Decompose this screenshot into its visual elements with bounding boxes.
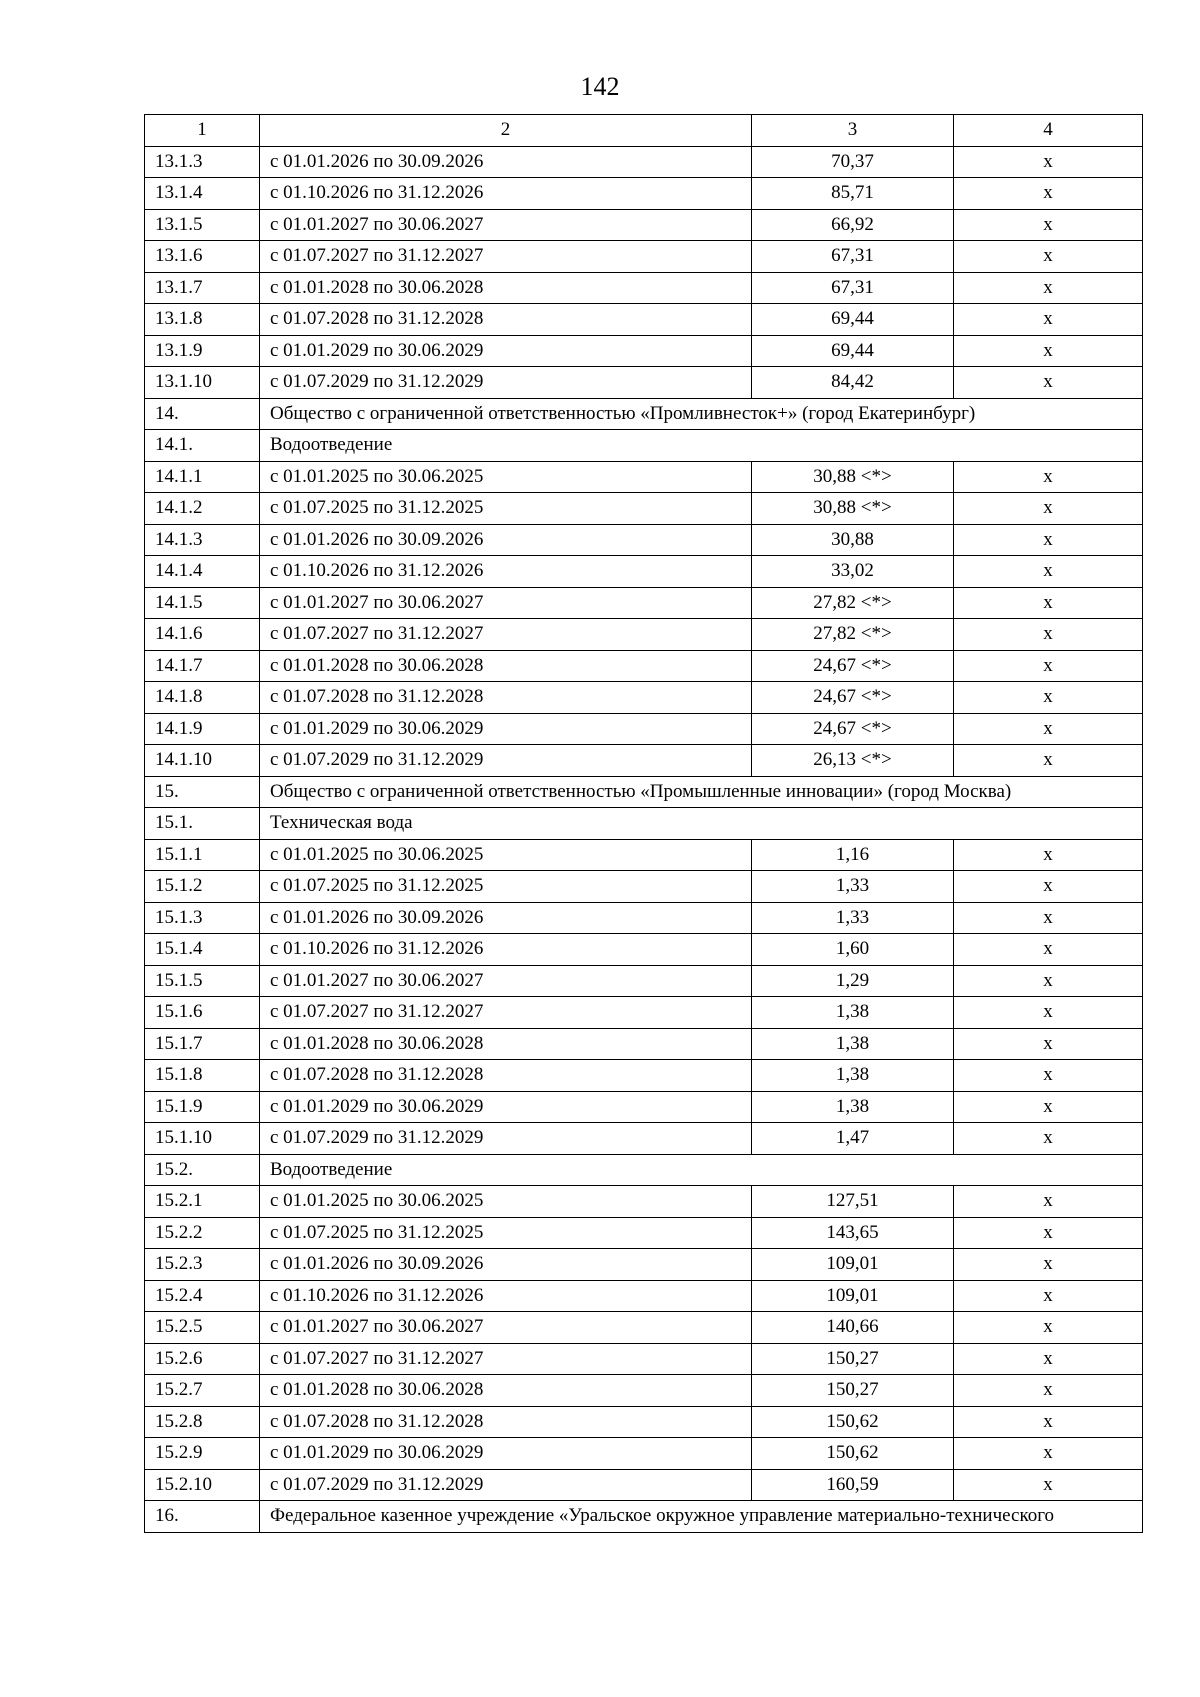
row-number: 15.1.: [145, 808, 260, 840]
value-cell: 1,33: [752, 871, 954, 903]
col4-cell: х: [954, 304, 1143, 336]
value-cell: 150,27: [752, 1343, 954, 1375]
row-number: 14.1.5: [145, 587, 260, 619]
col4-cell: х: [954, 1186, 1143, 1218]
value-cell: 30,88: [752, 524, 954, 556]
row-number: 13.1.6: [145, 241, 260, 273]
row-number: 15.2.7: [145, 1375, 260, 1407]
period-cell: с 01.01.2027 по 30.06.2027: [260, 587, 752, 619]
table-row: [145, 1123, 1143, 1155]
table-row: [145, 335, 1143, 367]
value-cell: 1,47: [752, 1123, 954, 1155]
col4-cell: х: [954, 713, 1143, 745]
value-cell: 1,33: [752, 902, 954, 934]
period-cell: с 01.01.2029 по 30.06.2029: [260, 1438, 752, 1470]
period-cell: с 01.01.2026 по 30.09.2026: [260, 902, 752, 934]
section-row: [145, 398, 1143, 430]
row-number: 15.1.6: [145, 997, 260, 1029]
section-title: Общество с ограниченной ответственностью «Промливнесток+» (город Екатеринбург): [260, 398, 1143, 430]
table-row: [145, 241, 1143, 273]
value-cell: 150,27: [752, 1375, 954, 1407]
row-number: 15.2.6: [145, 1343, 260, 1375]
col4-cell: х: [954, 965, 1143, 997]
col4-cell: х: [954, 524, 1143, 556]
row-number: 15.1.1: [145, 839, 260, 871]
table-row: [145, 272, 1143, 304]
table-row: [145, 461, 1143, 493]
row-number: 15.2.1: [145, 1186, 260, 1218]
value-cell: 109,01: [752, 1249, 954, 1281]
value-cell: 67,31: [752, 272, 954, 304]
row-number: 15.1.8: [145, 1060, 260, 1092]
period-cell: с 01.07.2029 по 31.12.2029: [260, 367, 752, 399]
period-cell: с 01.07.2029 по 31.12.2029: [260, 1469, 752, 1501]
table-row: [145, 1406, 1143, 1438]
col4-cell: х: [954, 745, 1143, 777]
period-cell: с 01.07.2028 по 31.12.2028: [260, 1060, 752, 1092]
col4-cell: х: [954, 493, 1143, 525]
row-number: 14.1.2: [145, 493, 260, 525]
row-number: 14.1.: [145, 430, 260, 462]
period-cell: с 01.07.2027 по 31.12.2027: [260, 1343, 752, 1375]
value-cell: 1,16: [752, 839, 954, 871]
section-row: [145, 808, 1143, 840]
table-row: [145, 650, 1143, 682]
period-cell: с 01.10.2026 по 31.12.2026: [260, 556, 752, 588]
section-row: [145, 430, 1143, 462]
col4-cell: х: [954, 587, 1143, 619]
col4-cell: х: [954, 1280, 1143, 1312]
section-title: Общество с ограниченной ответственностью «Промышленные инновации» (город Москва): [260, 776, 1143, 808]
col4-cell: х: [954, 1469, 1143, 1501]
row-number: 15.1.10: [145, 1123, 260, 1155]
table-row: [145, 493, 1143, 525]
row-number: 14.1.9: [145, 713, 260, 745]
col4-cell: х: [954, 461, 1143, 493]
col4-cell: х: [954, 997, 1143, 1029]
row-number: 15.2.10: [145, 1469, 260, 1501]
col4-cell: х: [954, 556, 1143, 588]
table-row: [145, 1312, 1143, 1344]
col4-cell: х: [954, 839, 1143, 871]
table-row: [145, 1343, 1143, 1375]
table-row: [145, 1469, 1143, 1501]
period-cell: с 01.07.2027 по 31.12.2027: [260, 619, 752, 651]
row-number: 13.1.9: [145, 335, 260, 367]
period-cell: с 01.07.2029 по 31.12.2029: [260, 745, 752, 777]
value-cell: 127,51: [752, 1186, 954, 1218]
value-cell: 85,71: [752, 178, 954, 210]
period-cell: с 01.07.2028 по 31.12.2028: [260, 682, 752, 714]
value-cell: 1,60: [752, 934, 954, 966]
value-cell: 1,29: [752, 965, 954, 997]
period-cell: с 01.07.2028 по 31.12.2028: [260, 304, 752, 336]
value-cell: 67,31: [752, 241, 954, 273]
row-number: 15.2.4: [145, 1280, 260, 1312]
table-row: [145, 902, 1143, 934]
col4-cell: х: [954, 650, 1143, 682]
period-cell: с 01.01.2025 по 30.06.2025: [260, 839, 752, 871]
period-cell: с 01.01.2026 по 30.09.2026: [260, 146, 752, 178]
row-number: 15.2.: [145, 1154, 260, 1186]
period-cell: с 01.01.2028 по 30.06.2028: [260, 1375, 752, 1407]
section-title: Федеральное казенное учреждение «Уральское окружное управление материально-технического: [260, 1501, 1143, 1533]
col4-cell: х: [954, 146, 1143, 178]
period-cell: с 01.01.2028 по 30.06.2028: [260, 272, 752, 304]
period-cell: с 01.01.2026 по 30.09.2026: [260, 1249, 752, 1281]
row-number: 14.1.8: [145, 682, 260, 714]
row-number: 14.1.7: [145, 650, 260, 682]
table-row: [145, 934, 1143, 966]
col4-cell: х: [954, 272, 1143, 304]
table-row: [145, 1186, 1143, 1218]
value-cell: 143,65: [752, 1217, 954, 1249]
period-cell: с 01.01.2029 по 30.06.2029: [260, 713, 752, 745]
row-number: 14.1.1: [145, 461, 260, 493]
period-cell: с 01.07.2025 по 31.12.2025: [260, 871, 752, 903]
table-row: [145, 997, 1143, 1029]
header-cell: 2: [260, 115, 752, 147]
row-number: 15.2.9: [145, 1438, 260, 1470]
value-cell: 1,38: [752, 1060, 954, 1092]
table-row: [145, 146, 1143, 178]
row-number: 13.1.8: [145, 304, 260, 336]
col4-cell: х: [954, 1217, 1143, 1249]
col4-cell: х: [954, 367, 1143, 399]
tariff-table: [144, 114, 1143, 1533]
period-cell: с 01.01.2025 по 30.06.2025: [260, 461, 752, 493]
period-cell: с 01.07.2029 по 31.12.2029: [260, 1123, 752, 1155]
header-cell: 1: [145, 115, 260, 147]
value-cell: 24,67 <*>: [752, 650, 954, 682]
value-cell: 30,88 <*>: [752, 493, 954, 525]
period-cell: с 01.01.2028 по 30.06.2028: [260, 650, 752, 682]
period-cell: с 01.01.2025 по 30.06.2025: [260, 1186, 752, 1218]
section-row: [145, 1501, 1143, 1533]
value-cell: 140,66: [752, 1312, 954, 1344]
period-cell: с 01.10.2026 по 31.12.2026: [260, 934, 752, 966]
row-number: 13.1.5: [145, 209, 260, 241]
value-cell: 33,02: [752, 556, 954, 588]
page-number: 142: [580, 72, 620, 101]
col4-cell: х: [954, 1312, 1143, 1344]
value-cell: 69,44: [752, 304, 954, 336]
period-cell: с 01.01.2029 по 30.06.2029: [260, 335, 752, 367]
row-number: 14.1.3: [145, 524, 260, 556]
row-number: 15.1.4: [145, 934, 260, 966]
col4-cell: х: [954, 1028, 1143, 1060]
col4-cell: х: [954, 335, 1143, 367]
period-cell: с 01.10.2026 по 31.12.2026: [260, 178, 752, 210]
table-row: [145, 1060, 1143, 1092]
period-cell: с 01.10.2026 по 31.12.2026: [260, 1280, 752, 1312]
table-row: [145, 713, 1143, 745]
table-row: [145, 1091, 1143, 1123]
table-row: [145, 1375, 1143, 1407]
col4-cell: х: [954, 1375, 1143, 1407]
table-row: [145, 178, 1143, 210]
row-number: 13.1.7: [145, 272, 260, 304]
table-row: [145, 1280, 1143, 1312]
col4-cell: х: [954, 209, 1143, 241]
row-number: 15.1.2: [145, 871, 260, 903]
col4-cell: х: [954, 1438, 1143, 1470]
value-cell: 30,88 <*>: [752, 461, 954, 493]
col4-cell: х: [954, 902, 1143, 934]
row-number: 15.2.8: [145, 1406, 260, 1438]
value-cell: 84,42: [752, 367, 954, 399]
row-number: 14.1.6: [145, 619, 260, 651]
row-number: 14.1.4: [145, 556, 260, 588]
table-row: [145, 304, 1143, 336]
section-title: Техническая вода: [260, 808, 1143, 840]
period-cell: с 01.07.2027 по 31.12.2027: [260, 997, 752, 1029]
header-cell: 3: [752, 115, 954, 147]
row-number: 14.: [145, 398, 260, 430]
value-cell: 1,38: [752, 1028, 954, 1060]
col4-cell: х: [954, 1249, 1143, 1281]
value-cell: 150,62: [752, 1438, 954, 1470]
row-number: 15.2.5: [145, 1312, 260, 1344]
col4-cell: х: [954, 1060, 1143, 1092]
value-cell: 160,59: [752, 1469, 954, 1501]
table-body: [145, 115, 1143, 1533]
col4-cell: х: [954, 241, 1143, 273]
period-cell: с 01.01.2027 по 30.06.2027: [260, 1312, 752, 1344]
row-number: 15.1.7: [145, 1028, 260, 1060]
period-cell: с 01.07.2027 по 31.12.2027: [260, 241, 752, 273]
value-cell: 1,38: [752, 1091, 954, 1123]
value-cell: 66,92: [752, 209, 954, 241]
period-cell: с 01.01.2026 по 30.09.2026: [260, 524, 752, 556]
row-number: 15.1.3: [145, 902, 260, 934]
section-row: [145, 776, 1143, 808]
value-cell: 27,82 <*>: [752, 619, 954, 651]
value-cell: 69,44: [752, 335, 954, 367]
row-number: 15.2.3: [145, 1249, 260, 1281]
value-cell: 70,37: [752, 146, 954, 178]
period-cell: с 01.01.2027 по 30.06.2027: [260, 209, 752, 241]
col4-cell: х: [954, 871, 1143, 903]
section-title: Водоотведение: [260, 430, 1143, 462]
table-row: [145, 871, 1143, 903]
table-row: [145, 1217, 1143, 1249]
table-row: [145, 209, 1143, 241]
row-number: 13.1.3: [145, 146, 260, 178]
period-cell: с 01.01.2029 по 30.06.2029: [260, 1091, 752, 1123]
value-cell: 26,13 <*>: [752, 745, 954, 777]
value-cell: 1,38: [752, 997, 954, 1029]
period-cell: с 01.01.2028 по 30.06.2028: [260, 1028, 752, 1060]
col4-cell: х: [954, 1406, 1143, 1438]
col4-cell: х: [954, 1343, 1143, 1375]
table-row: [145, 556, 1143, 588]
header-cell: 4: [954, 115, 1143, 147]
table-row: [145, 1438, 1143, 1470]
col4-cell: х: [954, 619, 1143, 651]
section-row: [145, 1154, 1143, 1186]
row-number: 14.1.10: [145, 745, 260, 777]
row-number: 16.: [145, 1501, 260, 1533]
row-number: 15.1.5: [145, 965, 260, 997]
value-cell: 150,62: [752, 1406, 954, 1438]
period-cell: с 01.01.2027 по 30.06.2027: [260, 965, 752, 997]
col4-cell: х: [954, 1091, 1143, 1123]
table-row: [145, 839, 1143, 871]
value-cell: 24,67 <*>: [752, 682, 954, 714]
table-row: [145, 524, 1143, 556]
value-cell: 24,67 <*>: [752, 713, 954, 745]
row-number: 13.1.10: [145, 367, 260, 399]
row-number: 13.1.4: [145, 178, 260, 210]
table-row: [145, 367, 1143, 399]
table-row: [145, 965, 1143, 997]
col4-cell: х: [954, 178, 1143, 210]
period-cell: с 01.07.2025 по 31.12.2025: [260, 1217, 752, 1249]
row-number: 15.: [145, 776, 260, 808]
col4-cell: х: [954, 682, 1143, 714]
col4-cell: х: [954, 934, 1143, 966]
table-row: [145, 1028, 1143, 1060]
table-row: [145, 587, 1143, 619]
table-row: [145, 682, 1143, 714]
table-row: [145, 1249, 1143, 1281]
value-cell: 109,01: [752, 1280, 954, 1312]
table-header-row: [145, 115, 1143, 147]
period-cell: с 01.07.2028 по 31.12.2028: [260, 1406, 752, 1438]
table-row: [145, 745, 1143, 777]
col4-cell: х: [954, 1123, 1143, 1155]
table-row: [145, 619, 1143, 651]
row-number: 15.2.2: [145, 1217, 260, 1249]
period-cell: с 01.07.2025 по 31.12.2025: [260, 493, 752, 525]
section-title: Водоотведение: [260, 1154, 1143, 1186]
row-number: 15.1.9: [145, 1091, 260, 1123]
value-cell: 27,82 <*>: [752, 587, 954, 619]
